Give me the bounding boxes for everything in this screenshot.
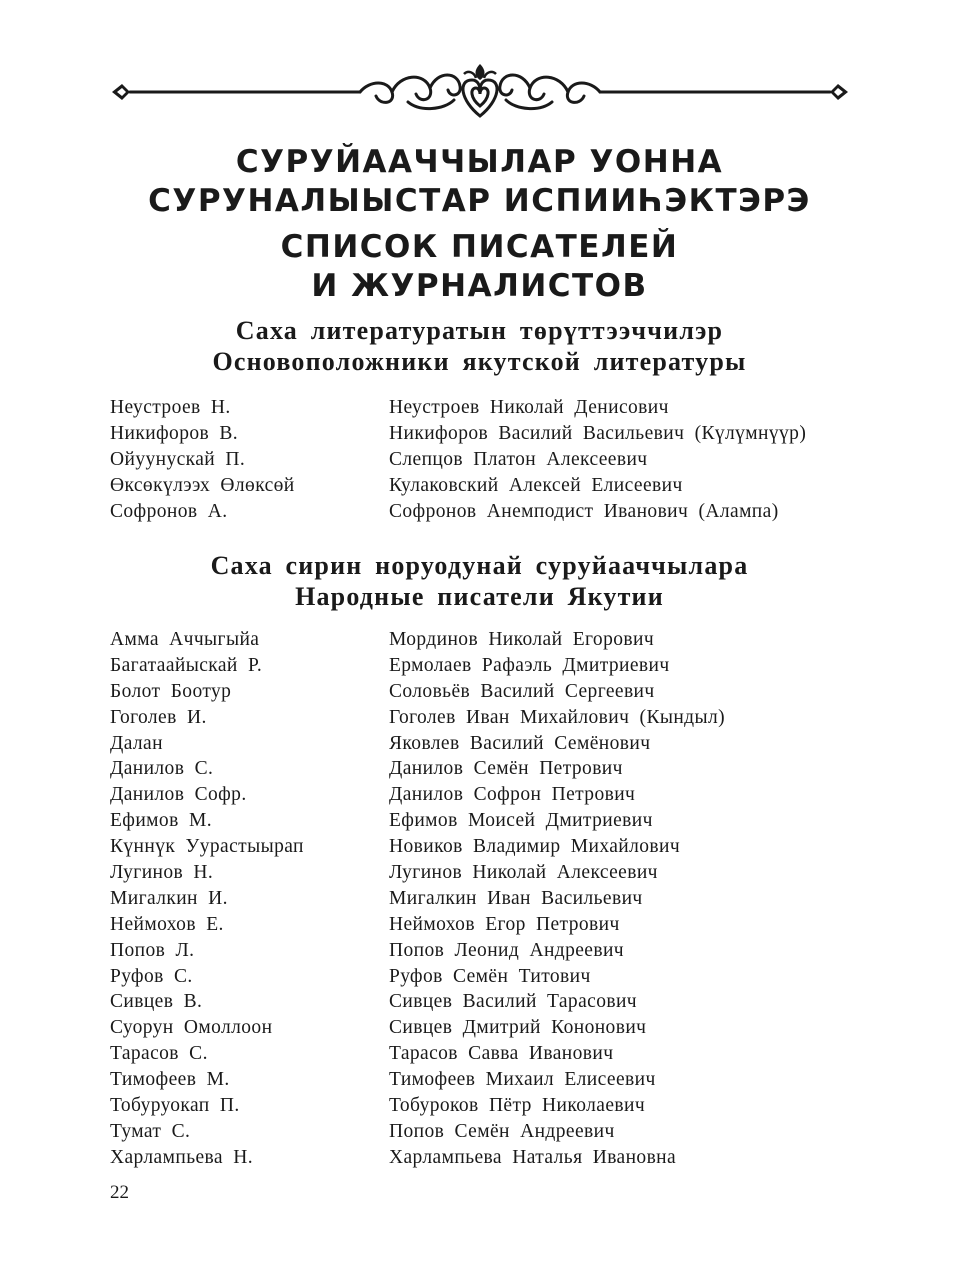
full-name: Ефимов Моисей Дмитриевич bbox=[389, 810, 653, 832]
full-name: Гоголев Иван Михайлович (Кындыл) bbox=[389, 706, 726, 728]
page-number: 22 bbox=[110, 1182, 129, 1203]
list-item bbox=[0, 1017, 959, 1043]
list-item bbox=[0, 475, 959, 501]
list-item bbox=[0, 1121, 959, 1147]
short-name: Неустроев Н. bbox=[110, 397, 231, 418]
full-name: Слепцов Платон Алексеевич bbox=[389, 448, 648, 470]
full-name: Попов Семён Андреевич bbox=[389, 1120, 615, 1142]
list-item bbox=[0, 966, 959, 992]
full-name: Сивцев Дмитрий Кононович bbox=[389, 1017, 647, 1039]
list-item bbox=[0, 629, 959, 655]
section1-heading-russian: Основоположники якутской литературы bbox=[212, 347, 747, 376]
full-name: Кулаковский Алексей Елисеевич bbox=[389, 474, 683, 496]
short-name: Багатаайыскай Р. bbox=[110, 654, 263, 676]
full-name: Тобуроков Пётр Николаевич bbox=[389, 1095, 646, 1117]
title-sakha-line1: СУРУЙААЧЧЫЛАР УОННА bbox=[235, 144, 724, 180]
full-name: Данилов Семён Петрович bbox=[389, 758, 623, 780]
short-name: Тумат С. bbox=[110, 1120, 191, 1142]
short-name: Суорун Омоллоон bbox=[110, 1017, 273, 1039]
list-item bbox=[0, 707, 959, 733]
short-name: Данилов С. bbox=[110, 758, 214, 780]
full-name: Мординов Николай Егорович bbox=[389, 629, 655, 650]
list-item bbox=[0, 1043, 959, 1069]
section1-heading bbox=[0, 315, 959, 377]
short-name: Далан bbox=[110, 732, 163, 754]
short-name: Софронов А. bbox=[110, 500, 228, 522]
short-name: Сивцев В. bbox=[110, 991, 203, 1013]
list-item bbox=[0, 914, 959, 940]
full-name: Яковлев Василий Семёнович bbox=[389, 732, 651, 754]
list-item bbox=[0, 423, 959, 449]
full-name: Софронов Анемподист Иванович (Алампа) bbox=[389, 500, 779, 522]
title-block bbox=[0, 143, 959, 221]
short-name: Лугинов Н. bbox=[110, 862, 214, 884]
full-name: Лугинов Николай Алексеевич bbox=[389, 862, 658, 884]
short-name: Попов Л. bbox=[110, 939, 195, 961]
list-item bbox=[0, 449, 959, 475]
list-item bbox=[0, 758, 959, 784]
short-name: Амма Аччыгыйа bbox=[110, 629, 260, 650]
title-russian-line1: СПИСОК ПИСАТЕЛЕЙ bbox=[280, 229, 679, 265]
short-name: Тобуруокап П. bbox=[110, 1095, 240, 1117]
section2-heading bbox=[0, 550, 959, 612]
section1-list bbox=[0, 397, 959, 526]
list-item bbox=[0, 1147, 959, 1173]
list-item bbox=[0, 940, 959, 966]
list-item bbox=[0, 888, 959, 914]
short-name: Неймохов Е. bbox=[110, 913, 224, 935]
short-name: Руфов С. bbox=[110, 965, 193, 987]
list-item bbox=[0, 991, 959, 1017]
short-name: Гоголев И. bbox=[110, 706, 207, 728]
short-name: Мигалкин И. bbox=[110, 887, 228, 909]
short-name: Ефимов М. bbox=[110, 810, 212, 832]
list-item bbox=[0, 681, 959, 707]
full-name: Ермолаев Рафаэль Дмитриевич bbox=[389, 654, 670, 676]
short-name: Өксөкүлээх Өлөксөй bbox=[110, 474, 295, 496]
full-name: Сивцев Василий Тарасович bbox=[389, 991, 637, 1013]
list-item bbox=[0, 1069, 959, 1095]
short-name: Тарасов С. bbox=[110, 1043, 208, 1065]
list-item bbox=[0, 862, 959, 888]
short-name: Харлампьева Н. bbox=[110, 1146, 253, 1168]
full-name: Неймохов Егор Петрович bbox=[389, 913, 620, 935]
list-item bbox=[0, 1095, 959, 1121]
section1-heading-sakha: Саха литературатын төрүттээччилэр bbox=[235, 316, 724, 345]
list-item bbox=[0, 836, 959, 862]
short-name: Тимофеев М. bbox=[110, 1069, 230, 1091]
short-name: Күннүк Уурастыырап bbox=[110, 836, 304, 858]
title-russian-line2: И ЖУРНАЛИСТОВ bbox=[311, 268, 648, 304]
full-name: Новиков Владимир Михайлович bbox=[389, 836, 681, 858]
full-name: Данилов Софрон Петрович bbox=[389, 784, 636, 806]
list-item bbox=[0, 501, 959, 527]
full-name: Тарасов Савва Иванович bbox=[389, 1043, 614, 1065]
title-sakha-line2: СУРУНАЛЫЫСТАР ИСПИИҺЭКТЭРЭ bbox=[148, 183, 811, 219]
full-name: Соловьёв Василий Сергеевич bbox=[389, 680, 655, 702]
full-name: Никифоров Василий Васильевич (Күлүмнүүр) bbox=[389, 422, 807, 444]
full-name: Руфов Семён Титович bbox=[389, 965, 591, 987]
full-name: Харлампьева Наталья Ивановна bbox=[389, 1146, 677, 1168]
list-item bbox=[0, 733, 959, 759]
short-name: Болот Боотур bbox=[110, 680, 232, 702]
full-name: Тимофеев Михаил Елисеевич bbox=[389, 1069, 656, 1091]
title-russian-block bbox=[0, 228, 959, 306]
list-item bbox=[0, 784, 959, 810]
full-name: Попов Леонид Андреевич bbox=[389, 939, 625, 961]
short-name: Никифоров В. bbox=[110, 422, 239, 444]
list-item bbox=[0, 810, 959, 836]
ornament-divider bbox=[108, 60, 852, 124]
short-name: Ойуунускай П. bbox=[110, 448, 246, 470]
list-item bbox=[0, 397, 959, 423]
list-item bbox=[0, 655, 959, 681]
full-name: Неустроев Николай Денисович bbox=[389, 397, 669, 418]
full-name: Мигалкин Иван Васильевич bbox=[389, 887, 643, 909]
section2-heading-sakha: Саха сирин норуодунай суруйааччылара bbox=[210, 551, 749, 580]
section2-list bbox=[0, 629, 959, 1173]
section2-heading-russian: Народные писатели Якутии bbox=[295, 582, 664, 611]
short-name: Данилов Софр. bbox=[110, 784, 247, 806]
